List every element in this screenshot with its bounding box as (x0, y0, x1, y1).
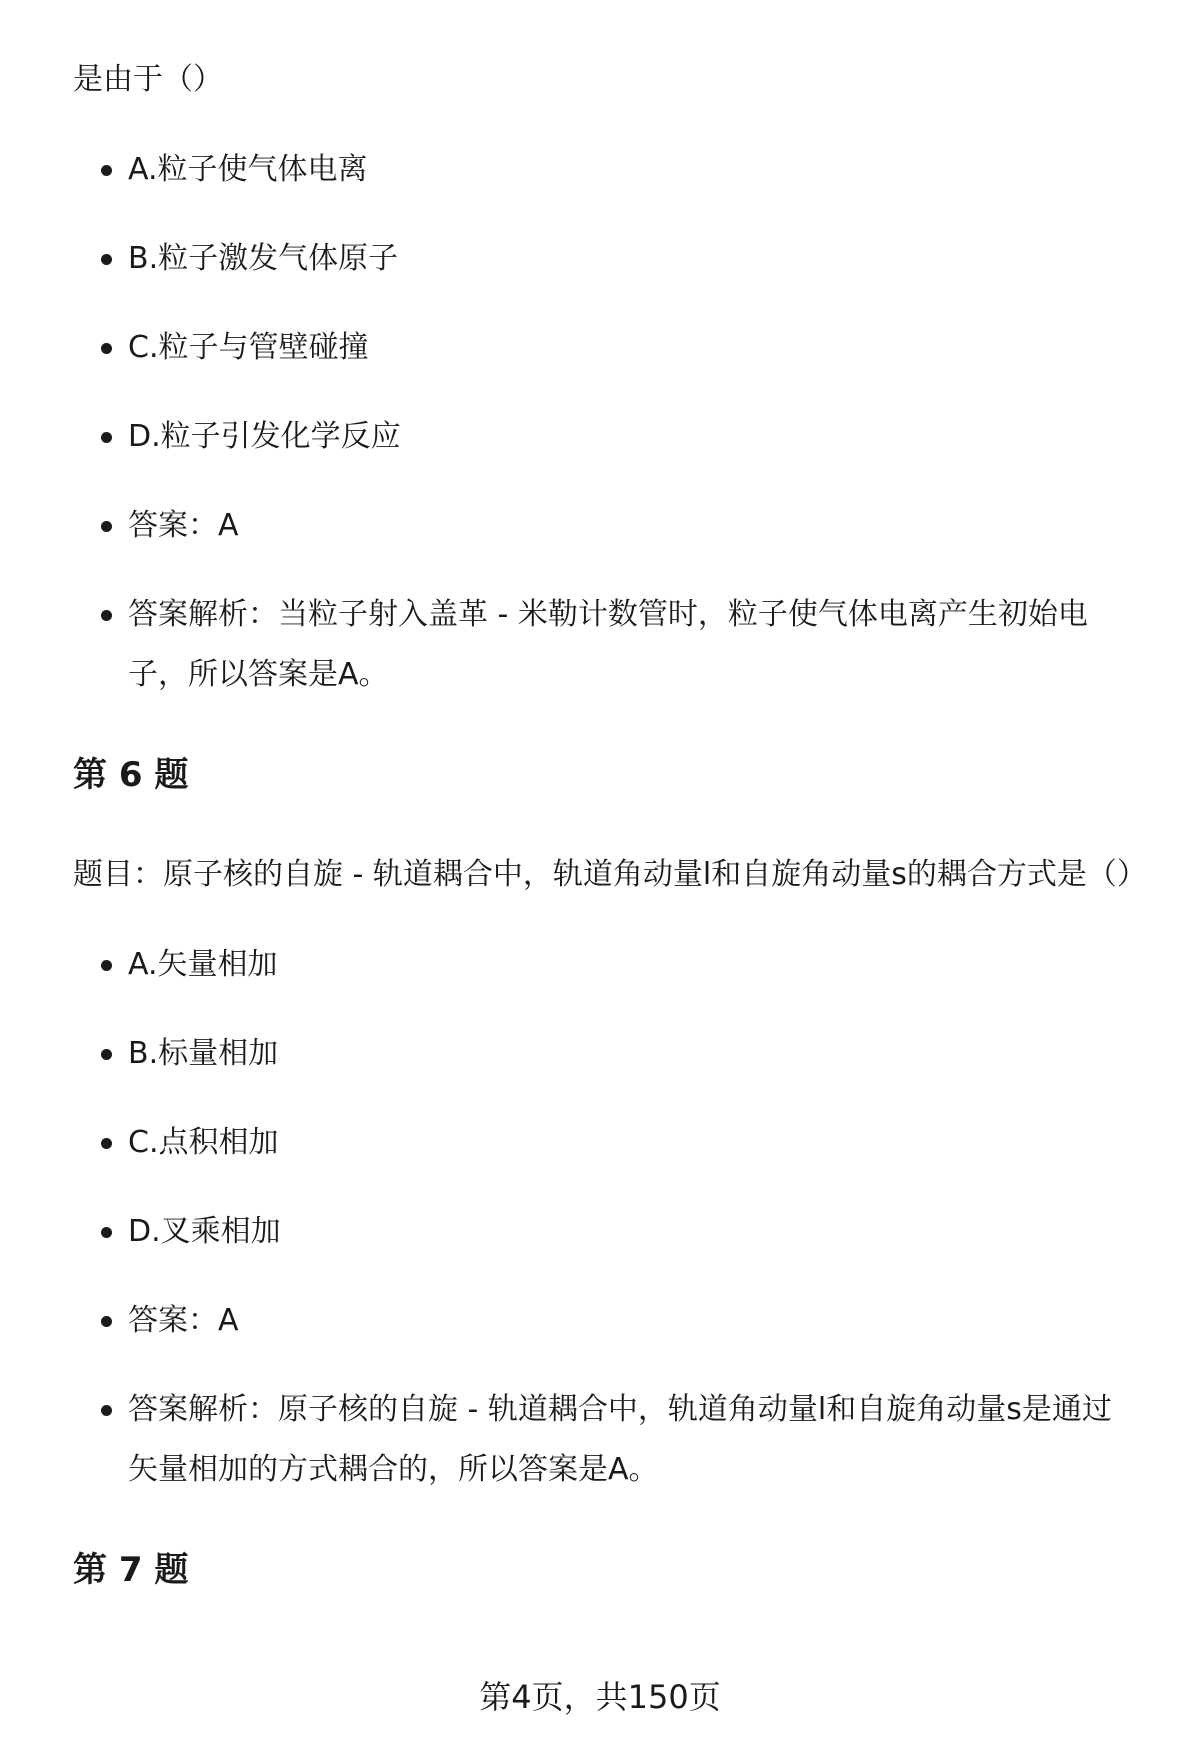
bullet-dot (101, 960, 112, 971)
question-5-option-c: C.粒子与管壁碰撞 (128, 330, 369, 365)
question-6-heading: 第 6 题 (73, 755, 189, 795)
question-6-option-b: B.标量相加 (128, 1036, 279, 1071)
page-footer: 第4页，共150页 (479, 1678, 721, 1716)
bullet-dot (101, 343, 112, 354)
bullet-dot (101, 432, 112, 443)
question-5-option-a: A.粒子使气体电离 (128, 152, 368, 187)
bullet-dot (101, 254, 112, 265)
question-5-stem-tail: 是由于（） (73, 62, 223, 97)
question-6-option-a: A.矢量相加 (128, 947, 278, 982)
bullet-dot (101, 1049, 112, 1060)
question-7-heading: 第 7 题 (73, 1550, 189, 1590)
question-5-answer: 答案：A (128, 508, 239, 543)
question-5-option-d: D.粒子引发化学反应 (128, 419, 401, 454)
bullet-dot (101, 1227, 112, 1238)
bullet-dot (101, 1138, 112, 1149)
bullet-dot (101, 1316, 112, 1327)
bullet-dot (101, 521, 112, 532)
question-6-option-c: C.点积相加 (128, 1125, 279, 1160)
question-6-explanation: 答案解析：原子核的自旋 - 轨道耦合中，轨道角动量l和自旋角动量s是通过矢量相加的方式耦合的，所以答案是A。 (128, 1392, 1112, 1487)
question-5-explanation: 答案解析：当粒子射入盖革 - 米勒计数管时，粒子使气体电离产生初始电子，所以答案是A。 (128, 597, 1088, 692)
question-6-answer: 答案：A (128, 1303, 239, 1338)
question-6-stem: 题目：原子核的自旋 - 轨道耦合中，轨道角动量l和自旋角动量s的耦合方式是（） (73, 857, 1147, 892)
question-5-option-b: B.粒子激发气体原子 (128, 241, 399, 276)
question-6-option-d: D.叉乘相加 (128, 1214, 281, 1249)
bullet-dot (101, 1405, 112, 1416)
bullet-dot (101, 610, 112, 621)
bullet-dot (101, 165, 112, 176)
